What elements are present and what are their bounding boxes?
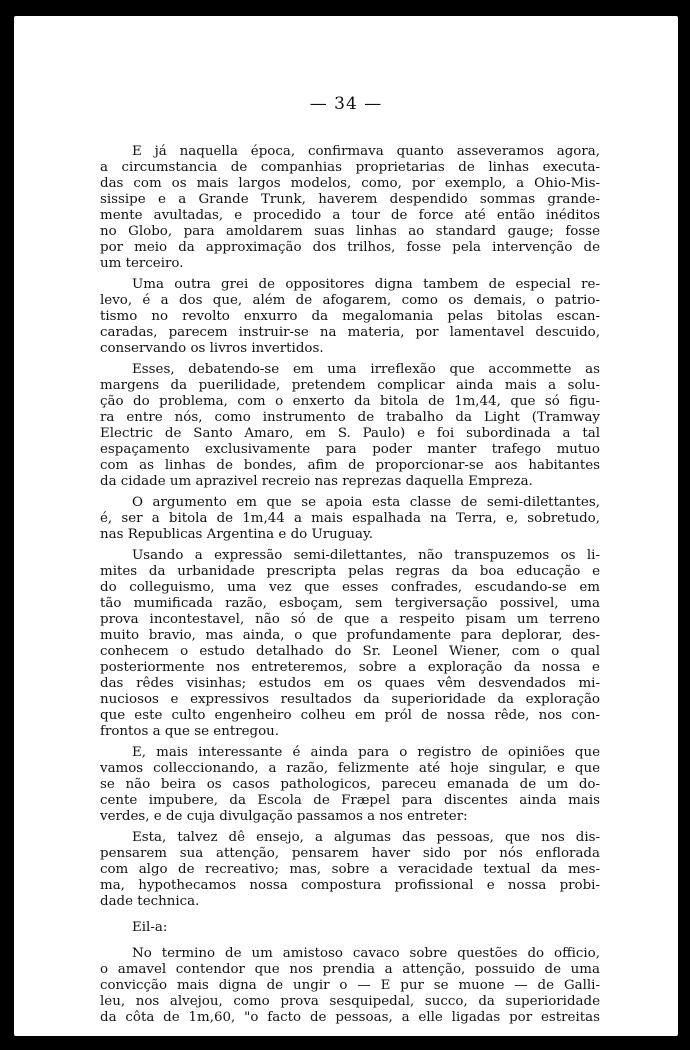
text-line: tão mumificada razão, esboçam, sem tergiversação possivel, uma <box>100 596 600 611</box>
paragraph <box>100 830 600 910</box>
text-line: verdes, e de cuja divulgação passamos a nos entreter: <box>100 809 468 824</box>
text-line: da cidade um aprazivel recreio nas reprezas daquella Empreza. <box>100 474 533 489</box>
text-line: do colleguismo, uma vez que esses confrades, escudando-se em <box>100 580 600 595</box>
text-line: nas Republicas Argentina e do Uruguay. <box>100 527 374 542</box>
text-line: no Globo, para amoldarem suas linhas ao standard gauge; fosse <box>100 224 600 239</box>
text-line: conhecem o estudo detalhado do Sr. Leonel Wiener, com o qual <box>100 644 600 659</box>
text-line: nuciosos e expressivos resultados da superioridade da exploração <box>100 692 600 707</box>
text-line: O argumento em que se apoia esta classe de semi-dilettantes, <box>132 495 600 510</box>
text-line: sissipe e a Grande Trunk, haverem despendido sommas grande- <box>100 192 600 207</box>
text-line: com as linhas de bondes, afim de proporcionar-se aos habitantes <box>100 458 600 473</box>
text-line: Uma outra grei de oppositores digna tambem de especial re- <box>132 277 600 292</box>
paragraph <box>100 362 600 490</box>
text-line: Esses, debatendo-se em uma irreflexão que accommette as <box>132 362 600 377</box>
text-line: conservando os livros invertidos. <box>100 341 324 356</box>
text-line: Eil-a: <box>132 920 168 935</box>
text-line: vamos colleccionando, a razão, felizmente até hoje singular, e que <box>100 761 600 776</box>
text-line: por meio da approximação dos trilhos, fosse pela intervenção de <box>100 240 600 255</box>
text-line: prova incontestavel, não só de que a respeito pisam um terreno <box>100 612 600 627</box>
text-line: o amavel contendor que nos prendia a attenção, possuido de uma <box>100 962 600 977</box>
text-line: Esta, talvez dê ensejo, a algumas das pessoas, que nos dis- <box>132 830 600 845</box>
text-line: espaçamento exclusivamente para poder manter trafego mutuo <box>100 442 600 457</box>
paragraph <box>100 946 600 1026</box>
text-line: Usando a expressão semi-dilettantes, não transpuzemos os li- <box>132 548 600 563</box>
paragraph <box>100 144 600 272</box>
text-line: convicção mais digna de ungir o — E pur se muone — de Galli- <box>100 978 600 993</box>
text-line: das rêdes visinhas; estudos em os quaes vêm desvendados mi- <box>100 676 600 691</box>
book-page <box>14 16 678 1036</box>
text-line: posteriormente nos entreteremos, sobre a exploração da nossa e <box>100 660 600 675</box>
text-line: caradas, parecem instruir-se na materia, por lamentavel descuido, <box>100 325 600 340</box>
text-line: que este culto engenheiro colheu em pról de nossa rêde, nos con- <box>100 708 600 723</box>
text-line: frontos a que se entregou. <box>100 724 280 739</box>
text-line: ma, hypothecamos nossa compostura profissional e nossa probi- <box>100 878 600 893</box>
text-line: E já naquella época, confirmava quanto asseveramos agora, <box>132 144 600 159</box>
text-line: a circumstancia de companhias proprietarias de linhas executa- <box>100 160 600 175</box>
text-line: ra entre nós, como instrumento de trabalho da Light (Tramway <box>100 410 600 425</box>
text-line: tismo no revolto enxurro da megalomania pelas bitolas escan- <box>100 309 600 324</box>
text-line: das com os mais largos modelos, como, por exemplo, a Ohio-Mis- <box>100 176 600 191</box>
text-line: ção do problema, com o enxerto da bitola de 1m,44, que só figu- <box>100 394 600 409</box>
text-line: levo, é a dos que, além de afogarem, como os demais, o patrio- <box>100 293 600 308</box>
text-line: pensarem sua attenção, pensarem haver sido por nós enflorada <box>100 846 600 861</box>
text-line: dade technica. <box>100 894 200 909</box>
text-line: No termino de um amistoso cavaco sobre questões do officio, <box>132 946 600 961</box>
text-line: cente impubere, da Escola de Fræpel para discentes ainda mais <box>100 793 600 808</box>
text-line: um terceiro. <box>100 256 184 271</box>
body-text <box>100 144 600 1031</box>
page-number: — 34 — <box>309 94 383 114</box>
paragraph <box>100 745 600 825</box>
text-line: Electric de Santo Amaro, em S. Paulo) e foi subordinada a tal <box>100 426 600 441</box>
text-line: mente avultadas, e procedido a tour de force até então inéditos <box>100 208 600 223</box>
paragraph <box>100 920 600 936</box>
paragraph <box>100 548 600 740</box>
text-line: da côta de 1m,60, "o facto de pessoas, a elle ligadas por estreitas <box>100 1010 600 1025</box>
text-line: se não beira os casos pathologicos, pareceu emanada de um do- <box>100 777 600 792</box>
text-line: mites da urbanidade prescripta pelas regras da boa educação e <box>100 564 600 579</box>
text-line: margens da puerilidade, pretendem complicar ainda mais a solu- <box>100 378 600 393</box>
paragraph <box>100 495 600 543</box>
text-line: E, mais interessante é ainda para o registro de opiniões que <box>132 745 600 760</box>
text-line: muito bravio, mas ainda, o que profundamente para deplorar, des- <box>100 628 600 643</box>
text-line: com algo de recreativo; mas, sobre a veracidade textual da mes- <box>100 862 600 877</box>
paragraph <box>100 277 600 357</box>
text-line: é, ser a bitola de 1m,44 a mais espalhada na Terra, e, sobretudo, <box>100 511 600 526</box>
text-line: leu, nos alvejou, como prova sesquipedal, succo, da superioridade <box>100 994 600 1009</box>
